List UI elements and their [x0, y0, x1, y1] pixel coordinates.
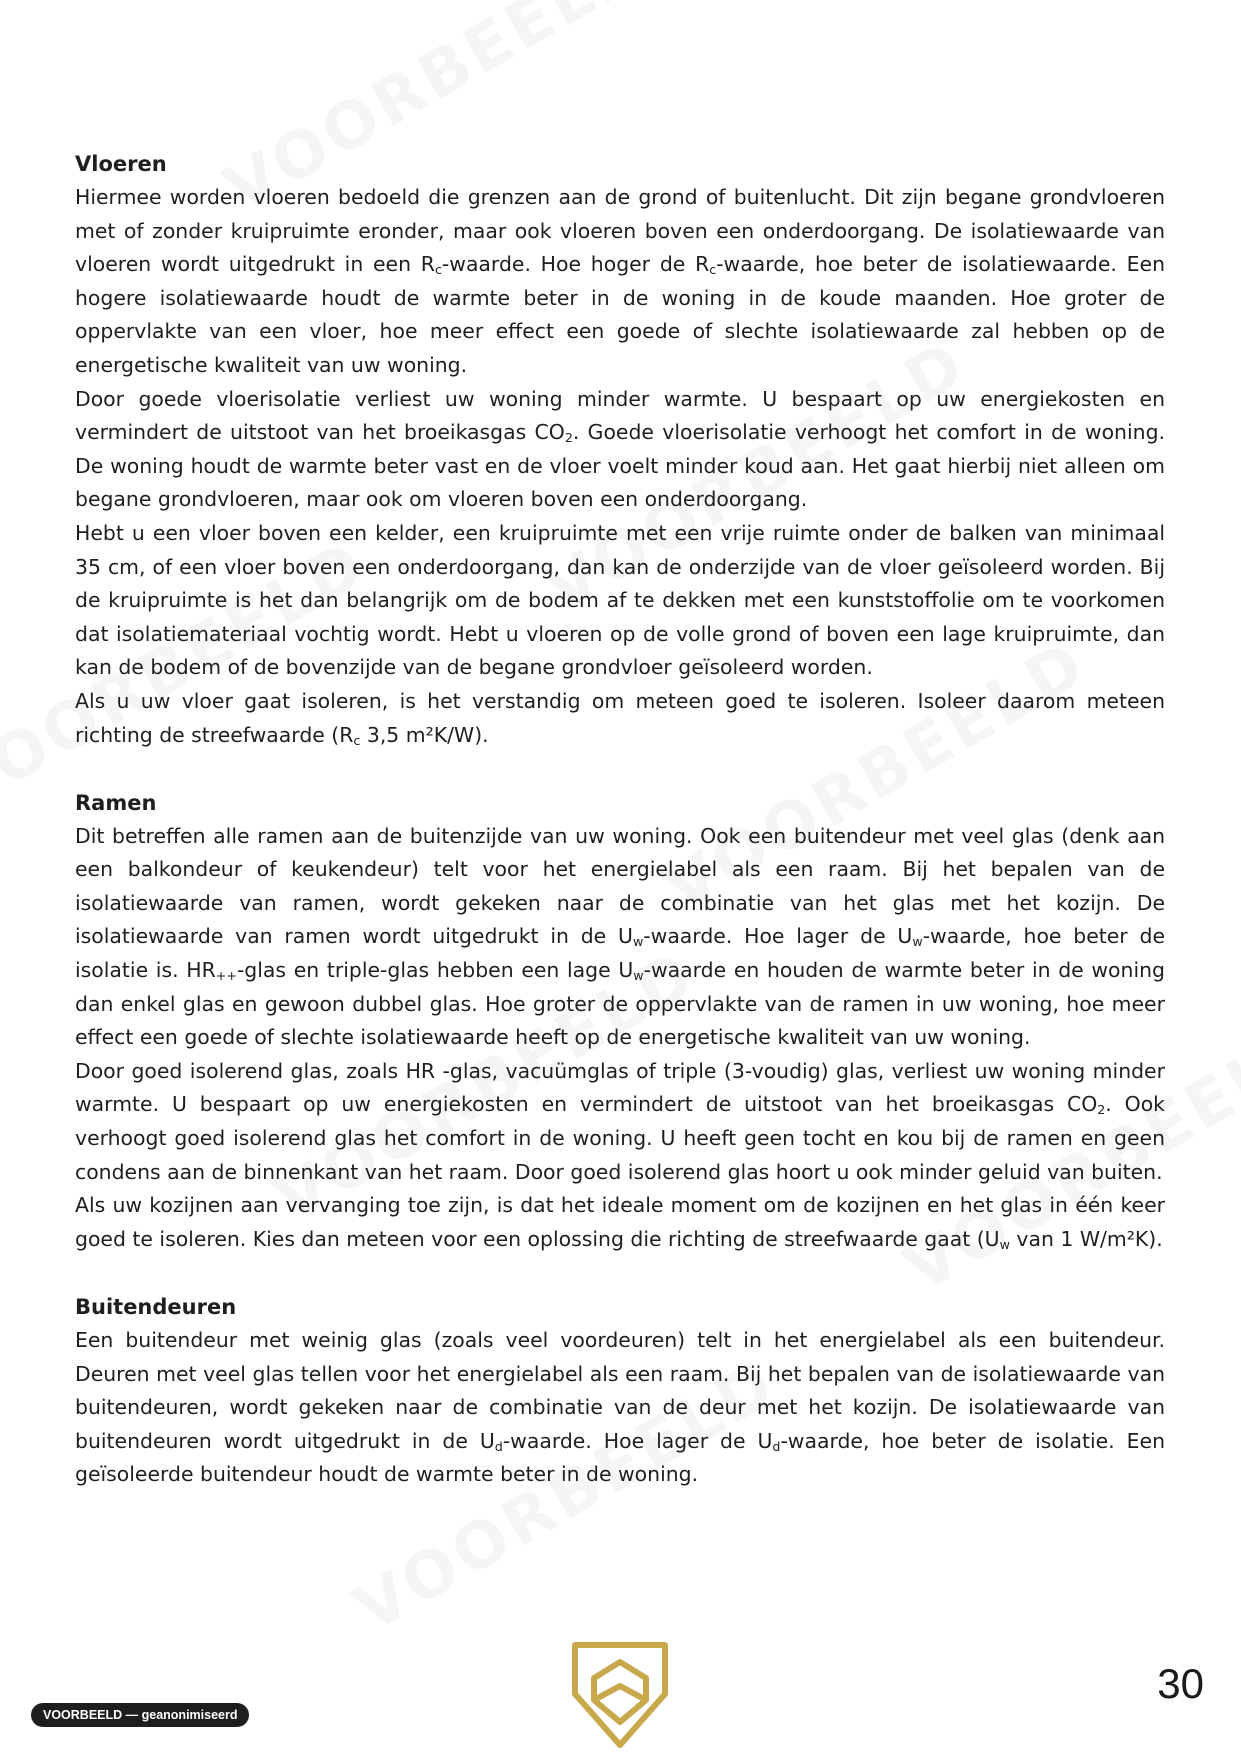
paragraph: Als uw kozijnen aan vervanging toe zijn, is dat het ideale moment om de kozijnen en het glas in één keer goed te isoleren. Kies dan meteen voor een oplossing die richting de streefwaarde gaat ($U_w$ van 1 W/m²K).	[75, 1193, 1165, 1252]
document-body	[75, 147, 1165, 1492]
paragraph: Door goede vloerisolatie verliest uw woning minder warmte. U bespaart op uw energiekosten en vermindert de uitstoot van het broeikasgas $CO_2$. Goede vloerisolatie verhoogt het comfort in de woning. De woning houdt de warmte beter vast en de vloer voelt minder koud aan. Het gaat hierbij niet alleen om begane grondvloeren, maar ook om vloeren boven een onderdoorgang.	[75, 386, 1165, 512]
spacer	[75, 1256, 1165, 1290]
section-title-vloeren: Vloeren	[75, 152, 167, 176]
paragraph: Dit betreffen alle ramen aan de buitenzijde van uw woning. Ook een buitendeur met veel glas (denk aan een balkondeur of keukendeur) telt voor het energielabel als een raam. Bij het bepalen van de isolatiewaarde van ramen, wordt gekeken naar de combinatie van het glas met het kozijn. De isolatiewaarde van ramen wordt uitgedrukt in de $U_w$-waarde. Hoe lager de $U_w$-waarde, hoe beter de isolatie is. $HR_{++}$-glas en triple-glas hebben een lage $U_w$-waarde en houden de warmte beter in de woning dan enkel glas en gewoon dubbel glas. Hoe groter de oppervlakte van de ramen in uw woning, hoe meer effect een goede of slechte isolatiewaarde heeft op de energetische kwaliteit van uw woning.	[75, 823, 1165, 1050]
spacer	[75, 752, 1165, 786]
page-number: 30	[1157, 1660, 1204, 1707]
paragraph: Hiermee worden vloeren bedoeld die grenzen aan de grond of buitenlucht. Dit zijn begane grondvloeren met of zonder kruipruimte eronder, maar ook vloeren boven een onderdoorgang. De isolatiewaarde van vloeren wordt uitgedrukt in een $R_c$-waarde. Hoe hoger de $R_c$-waarde, hoe beter de isolatiewaarde. Een hogere isolatiewaarde houdt de warmte beter in de woning in de koude maanden. Hoe groter de oppervlakte van een vloer, hoe meer effect een goede of slechte isolatiewaarde zal hebben op de energetische kwaliteit van uw woning.	[75, 185, 1165, 377]
paragraph: Door goed isolerend glas, zoals HR -glas, vacuümglas of triple (3-voudig) glas, verliest uw woning minder warmte. U bespaart op uw energiekosten en vermindert de uitstoot van het broeikasgas $CO_2$. Ook verhoogt goed isolerend glas het comfort in de woning. U heeft geen tocht en kou bij de ramen en geen condens aan de binnenkant van het raam. Door goed isolerend glas hoort u ook minder geluid van buiten.	[75, 1058, 1165, 1184]
paragraph: Hebt u een vloer boven een kelder, een kruipruimte met een vrije ruimte onder de balken van minimaal 35 cm, of een vloer boven een onderdoorgang, dan kan de onderzijde van de vloer geïsoleerd worden. Bij de kruipruimte is het dan belangrijk om de bodem af te dekken met een kunststoffolie om te voorkomen dat isolatiemateriaal vochtig wordt. Hebt u vloeren op de volle grond of boven een lage kruipruimte, dan kan de bodem of de bovenzijde van de begane grondvloer geïsoleerd worden.	[75, 520, 1165, 680]
paragraph: Een buitendeur met weinig glas (zoals veel voordeuren) telt in het energielabel als een buitendeur. Deuren met veel glas tellen voor het energielabel als een raam. Bij het bepalen van de isolatiewaarde van buitendeuren, wordt gekeken naar de combinatie van de deur met het kozijn. De isolatiewaarde van buitendeuren wordt uitgedrukt in de $U_d$-waarde. Hoe lager de $U_d$-waarde, hoe beter de isolatie. Een geïsoleerde buitendeur houdt de warmte beter in de woning.	[75, 1328, 1165, 1487]
section-title-buitendeuren: Buitendeuren	[75, 1295, 237, 1319]
anonymized-badge: VOORBEELD — geanonimiseerd	[31, 1703, 249, 1727]
paragraph: Als u uw vloer gaat isoleren, is het verstandig om meteen goed te isoleren. Isoleer daarom meteen richting de streefwaarde ($R_c$ 3,5 m²K/W).	[75, 688, 1165, 748]
shield-house-icon	[572, 1642, 668, 1748]
section-title-ramen: Ramen	[75, 790, 157, 815]
